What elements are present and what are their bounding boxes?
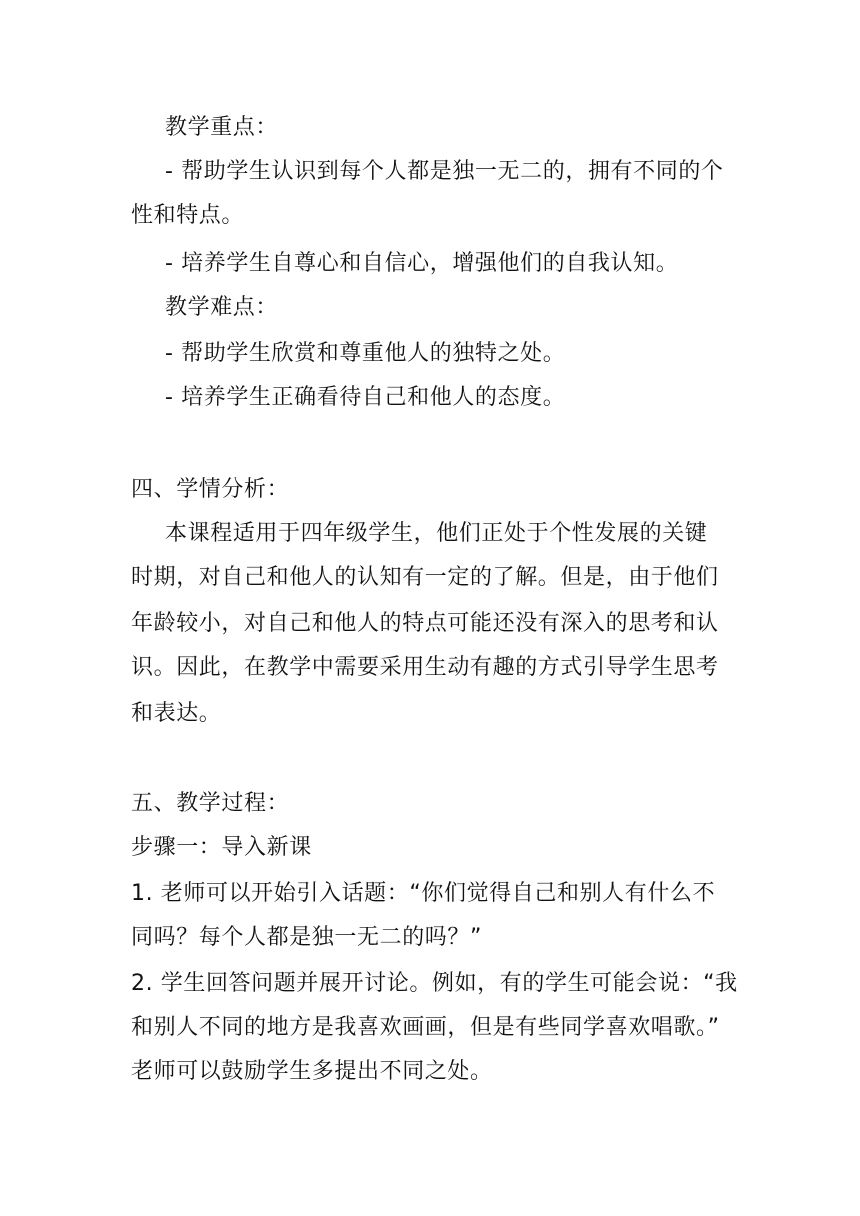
step-1-item-2-line-2: 和别人不同的地方是我喜欢画画，但是有些同学喜欢唱歌。” (131, 1015, 720, 1040)
step-1-item-1-line-2: 同吗？每个人都是独一无二的吗？” (131, 925, 482, 950)
focus-heading: 教学重点： (165, 115, 279, 140)
section-4-heading: 四、学情分析： (131, 477, 290, 502)
focus-item-1-line-2: 性和特点。 (131, 203, 245, 228)
analysis-line-1: 本课程适用于四年级学生，他们正处于个性发展的关键 (165, 521, 708, 546)
difficulty-item-2: - 培养学生正确看待自己和他人的态度。 (165, 385, 566, 410)
analysis-line-2: 时期，对自己和他人的认知有一定的了解。但是，由于他们 (131, 565, 719, 590)
step-1-item-2-line-3: 老师可以鼓励学生多提出不同之处。 (131, 1059, 493, 1084)
analysis-line-3: 年龄较小，对自己和他人的特点可能还没有深入的思考和认 (131, 611, 719, 636)
focus-item-1-line-1: - 帮助学生认识到每个人都是独一无二的，拥有不同的个 (165, 159, 724, 184)
step-1-item-1-line-1: 1. 老师可以开始引入话题：“你们觉得自己和别人有什么不 (131, 881, 716, 906)
step-1-item-2-line-1: 2. 学生回答问题并展开讨论。例如，有的学生可能会说：“我 (131, 971, 738, 996)
difficulty-heading: 教学难点： (165, 295, 279, 320)
step-1-heading: 步骤一：导入新课 (131, 835, 312, 860)
focus-item-2: - 培养学生自尊心和自信心，增强他们的自我认知。 (165, 251, 679, 276)
difficulty-item-1: - 帮助学生欣赏和尊重他人的独特之处。 (165, 341, 566, 366)
section-5-heading: 五、教学过程： (131, 791, 290, 816)
analysis-line-4: 识。因此，在教学中需要采用生动有趣的方式引导学生思考 (131, 655, 719, 680)
analysis-line-5: 和表达。 (131, 701, 222, 726)
